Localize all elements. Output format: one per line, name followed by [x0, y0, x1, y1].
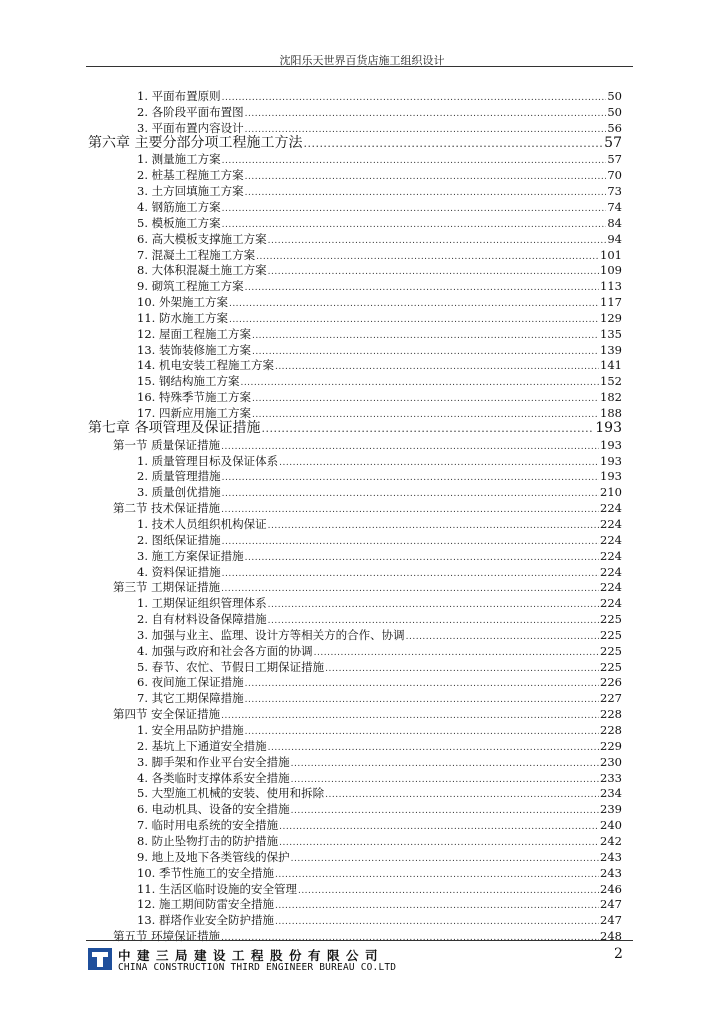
toc-item[interactable]	[137, 643, 622, 659]
toc-item[interactable]	[137, 357, 622, 373]
toc-item[interactable]	[137, 548, 622, 564]
toc-item[interactable]	[137, 722, 622, 738]
toc-title: 7. 其它工期保障措施	[137, 691, 244, 706]
toc-item[interactable]	[137, 849, 622, 865]
toc-title: 3. 脚手架和作业平台安全措施	[137, 754, 290, 769]
toc-page-number: 101	[600, 247, 622, 262]
toc-title: 2. 自有材料设备保障措施	[137, 612, 267, 627]
toc-page-number: 141	[600, 358, 622, 373]
toc-item[interactable]	[137, 595, 622, 611]
toc-item[interactable]	[137, 326, 622, 342]
toc-page-number: 113	[600, 279, 622, 294]
toc-title: 8. 大体积混凝土施工方案	[137, 263, 267, 278]
toc-item[interactable]	[137, 104, 622, 120]
toc-item[interactable]	[137, 833, 622, 849]
toc-page-number: 228	[600, 707, 622, 722]
toc-title: 第六章 主要分部分项工程施工方法	[88, 134, 303, 151]
toc-item[interactable]	[137, 627, 622, 643]
toc-title: 11. 防水施工方案	[137, 310, 228, 325]
toc-page-number: 228	[600, 723, 622, 737]
toc-item[interactable]	[137, 674, 622, 690]
toc-item[interactable]	[137, 215, 622, 231]
toc-title: 10. 外架施工方案	[137, 295, 228, 310]
toc-page-number: 247	[600, 913, 622, 928]
toc-item[interactable]	[137, 199, 622, 215]
toc-title: 5. 模板施工方案	[137, 215, 221, 230]
header-divider	[86, 66, 633, 67]
toc-page-number: 243	[600, 865, 622, 880]
toc-item[interactable]	[137, 532, 622, 548]
toc-item[interactable]	[137, 738, 622, 754]
toc-item[interactable]	[137, 611, 622, 627]
toc-title: 11. 生活区临时设施的安全管理	[137, 881, 297, 896]
toc-item[interactable]	[137, 342, 622, 358]
toc-title: 1. 平面布置原则	[137, 89, 221, 103]
toc-title: 14. 机电安装工程施工方案	[137, 358, 274, 373]
toc-page-number: 70	[607, 168, 622, 183]
toc-title: 12. 屋面工程施工方案	[137, 326, 251, 341]
toc-title: 2. 桩基工程施工方案	[137, 168, 244, 183]
toc-page-number: 225	[600, 659, 622, 674]
toc-title: 12. 施工期间防雷安全措施	[137, 897, 274, 912]
toc-page-number: 129	[600, 310, 622, 325]
toc-page-number: 247	[600, 897, 622, 912]
toc-title: 8. 防止坠物打击的防护措施	[137, 833, 279, 848]
toc-item[interactable]	[137, 468, 622, 484]
toc-page-number: 117	[600, 295, 622, 310]
toc-page-number: 73	[607, 184, 622, 199]
toc-title: 10. 季节性施工的安全措施	[137, 865, 274, 880]
toc-page-number: 230	[600, 754, 622, 769]
company-name-cn: 中建三局建设工程股份有限公司	[118, 948, 385, 963]
toc-page-number: 224	[600, 501, 622, 516]
toc-item[interactable]	[137, 659, 622, 675]
toc-page-number: 193	[595, 419, 622, 436]
toc-title: 4. 资料保证措施	[137, 564, 221, 579]
toc-item[interactable]	[137, 817, 622, 833]
toc-item[interactable]	[137, 801, 622, 817]
toc-item[interactable]	[137, 278, 622, 294]
toc-title: 15. 钢结构施工方案	[137, 374, 240, 389]
toc-page-number: 84	[607, 215, 622, 230]
toc-item[interactable]	[137, 389, 622, 405]
toc-title: 6. 电动机具、设备的安全措施	[137, 802, 290, 817]
toc-item[interactable]	[137, 865, 622, 881]
toc-title: 3. 平面布置内容设计	[137, 120, 244, 135]
toc-page-number: 224	[600, 580, 622, 595]
toc-item[interactable]	[137, 373, 622, 389]
toc-title: 5. 大型施工机械的安装、使用和拆除	[137, 786, 325, 801]
toc-page-number: 239	[600, 802, 622, 817]
company-logo-icon	[88, 948, 112, 970]
toc-item[interactable]	[137, 690, 622, 706]
toc-item[interactable]	[137, 896, 622, 912]
toc-title: 9. 砌筑工程施工方案	[137, 279, 244, 294]
toc-title: 1. 测量施工方案	[137, 152, 221, 167]
toc-title: 3. 施工方案保证措施	[137, 548, 244, 563]
toc-chapter[interactable]	[88, 419, 622, 437]
toc-item[interactable]	[137, 770, 622, 786]
toc-title: 第三节 工期保证措施	[113, 580, 221, 595]
toc-item[interactable]	[137, 484, 622, 500]
toc-page-number: 240	[600, 818, 622, 833]
toc-title: 13. 群塔作业安全防护措施	[137, 913, 274, 928]
toc-page-number: 210	[600, 485, 622, 500]
toc-page-number: 57	[607, 152, 622, 167]
toc-item[interactable]	[137, 231, 622, 247]
toc-item[interactable]	[137, 912, 622, 928]
toc-page-number: 152	[600, 374, 622, 389]
toc-section[interactable]	[113, 928, 622, 944]
toc-title: 7. 混凝土工程施工方案	[137, 247, 256, 262]
toc-title: 5. 春节、农忙、节假日工期保证措施	[137, 659, 325, 674]
toc-item[interactable]	[137, 785, 622, 801]
toc-chapter[interactable]	[88, 134, 622, 152]
toc-page-number: 135	[600, 326, 622, 341]
toc-title: 6. 夜间施工保证措施	[137, 675, 244, 690]
toc-title: 2. 各阶段平面布置图	[137, 104, 244, 119]
toc-page-number: 56	[607, 120, 622, 135]
toc-title: 1. 工期保证组织管理体系	[137, 596, 267, 611]
toc-title: 2. 质量管理措施	[137, 469, 221, 484]
toc-title: 第五节 环境保证措施	[113, 929, 221, 944]
toc-page-number: 94	[607, 231, 622, 246]
toc-title: 13. 装饰装修施工方案	[137, 342, 251, 357]
toc-item[interactable]	[137, 247, 622, 263]
toc-title: 7. 临时用电系统的安全措施	[137, 818, 279, 833]
toc-page-number: 224	[600, 516, 622, 531]
toc-leader-dots	[303, 135, 603, 153]
toc-page-number: 188	[600, 406, 622, 420]
toc-title: 4. 加强与政府和社会各方面的协调	[137, 643, 313, 658]
toc-title: 3. 土方回填施工方案	[137, 184, 244, 199]
toc-page-number: 50	[607, 104, 622, 119]
toc-title: 1. 质量管理目标及保证体系	[137, 453, 279, 468]
toc-page-number: 193	[600, 453, 622, 468]
toc-page-number: 227	[600, 691, 622, 706]
toc-title: 2. 图纸保证措施	[137, 532, 221, 547]
toc-page-number: 225	[600, 627, 622, 642]
toc-title: 1. 安全用品防护措施	[137, 723, 244, 737]
toc-page-number: 242	[600, 833, 622, 848]
toc-item[interactable]	[137, 183, 622, 199]
toc-title: 3. 质量创优措施	[137, 485, 221, 500]
toc-page-number: 139	[600, 342, 622, 357]
toc-page-number: 224	[600, 564, 622, 579]
toc-page-number: 193	[600, 437, 622, 452]
toc-section[interactable]	[113, 706, 622, 722]
toc-page-number: 193	[600, 469, 622, 484]
toc-item[interactable]	[137, 151, 622, 167]
toc-page-number: 234	[600, 786, 622, 801]
toc-page-number: 246	[600, 881, 622, 896]
toc-page-number: 225	[600, 612, 622, 627]
toc-page-number: 226	[600, 675, 622, 690]
toc-page-number: 224	[600, 532, 622, 547]
toc-item[interactable]	[137, 516, 622, 532]
toc-page-number: 74	[607, 199, 622, 214]
toc-item[interactable]	[137, 294, 622, 310]
toc-page-number: 57	[604, 134, 622, 151]
toc-title: 4. 钢筋施工方案	[137, 199, 221, 214]
toc-leader-dots	[261, 420, 594, 438]
toc-page-number: 233	[600, 770, 622, 785]
toc-page-number: 248	[600, 929, 622, 944]
toc-title: 16. 特殊季节施工方案	[137, 390, 251, 405]
toc-item[interactable]	[137, 310, 622, 326]
toc-item[interactable]	[137, 564, 622, 580]
toc-page-number: 229	[600, 738, 622, 753]
toc-item[interactable]	[137, 881, 622, 897]
company-name-en: CHINA CONSTRUCTION THIRD ENGINEER BUREAU CO.LTD	[118, 962, 397, 973]
toc-item[interactable]	[137, 754, 622, 770]
toc-page-number: 224	[600, 596, 622, 611]
toc-page-number: 109	[600, 263, 622, 278]
toc-section[interactable]	[113, 437, 622, 453]
toc-section[interactable]	[113, 500, 622, 516]
toc-item[interactable]	[137, 262, 622, 278]
toc-item[interactable]	[137, 453, 622, 469]
toc-leader-dots	[221, 930, 599, 946]
toc-title: 第二节 技术保证措施	[113, 501, 221, 516]
toc-title: 6. 高大模板支撑施工方案	[137, 231, 267, 246]
page-header: 沈阳乐天世界百货店施工组织设计	[279, 54, 445, 67]
footer-divider	[86, 940, 633, 941]
toc-title: 4. 各类临时支撑体系安全措施	[137, 770, 290, 785]
toc-title: 2. 基坑上下通道安全措施	[137, 738, 267, 753]
page-number: 2	[614, 946, 623, 962]
toc-title: 第一节 质量保证措施	[113, 437, 221, 452]
toc-page-number: 50	[607, 89, 622, 103]
toc-item[interactable]	[137, 167, 622, 183]
toc-title: 第四节 安全保证措施	[113, 707, 221, 722]
toc-section[interactable]	[113, 579, 622, 595]
toc-page-number: 182	[600, 390, 622, 405]
toc-page-number: 225	[600, 643, 622, 658]
toc-title: 第七章 各项管理及保证措施	[88, 419, 261, 436]
toc-item[interactable]	[137, 88, 622, 104]
toc-title: 17. 四新应用施工方案	[137, 406, 251, 420]
toc-title: 3. 加强与业主、监理、设计方等相关方的合作、协调	[137, 627, 405, 642]
toc-title: 9. 地上及地下各类管线的保护	[137, 849, 290, 864]
toc-page-number: 243	[600, 849, 622, 864]
toc-page-number: 224	[600, 548, 622, 563]
toc-title: 1. 技术人员组织机构保证	[137, 516, 267, 531]
